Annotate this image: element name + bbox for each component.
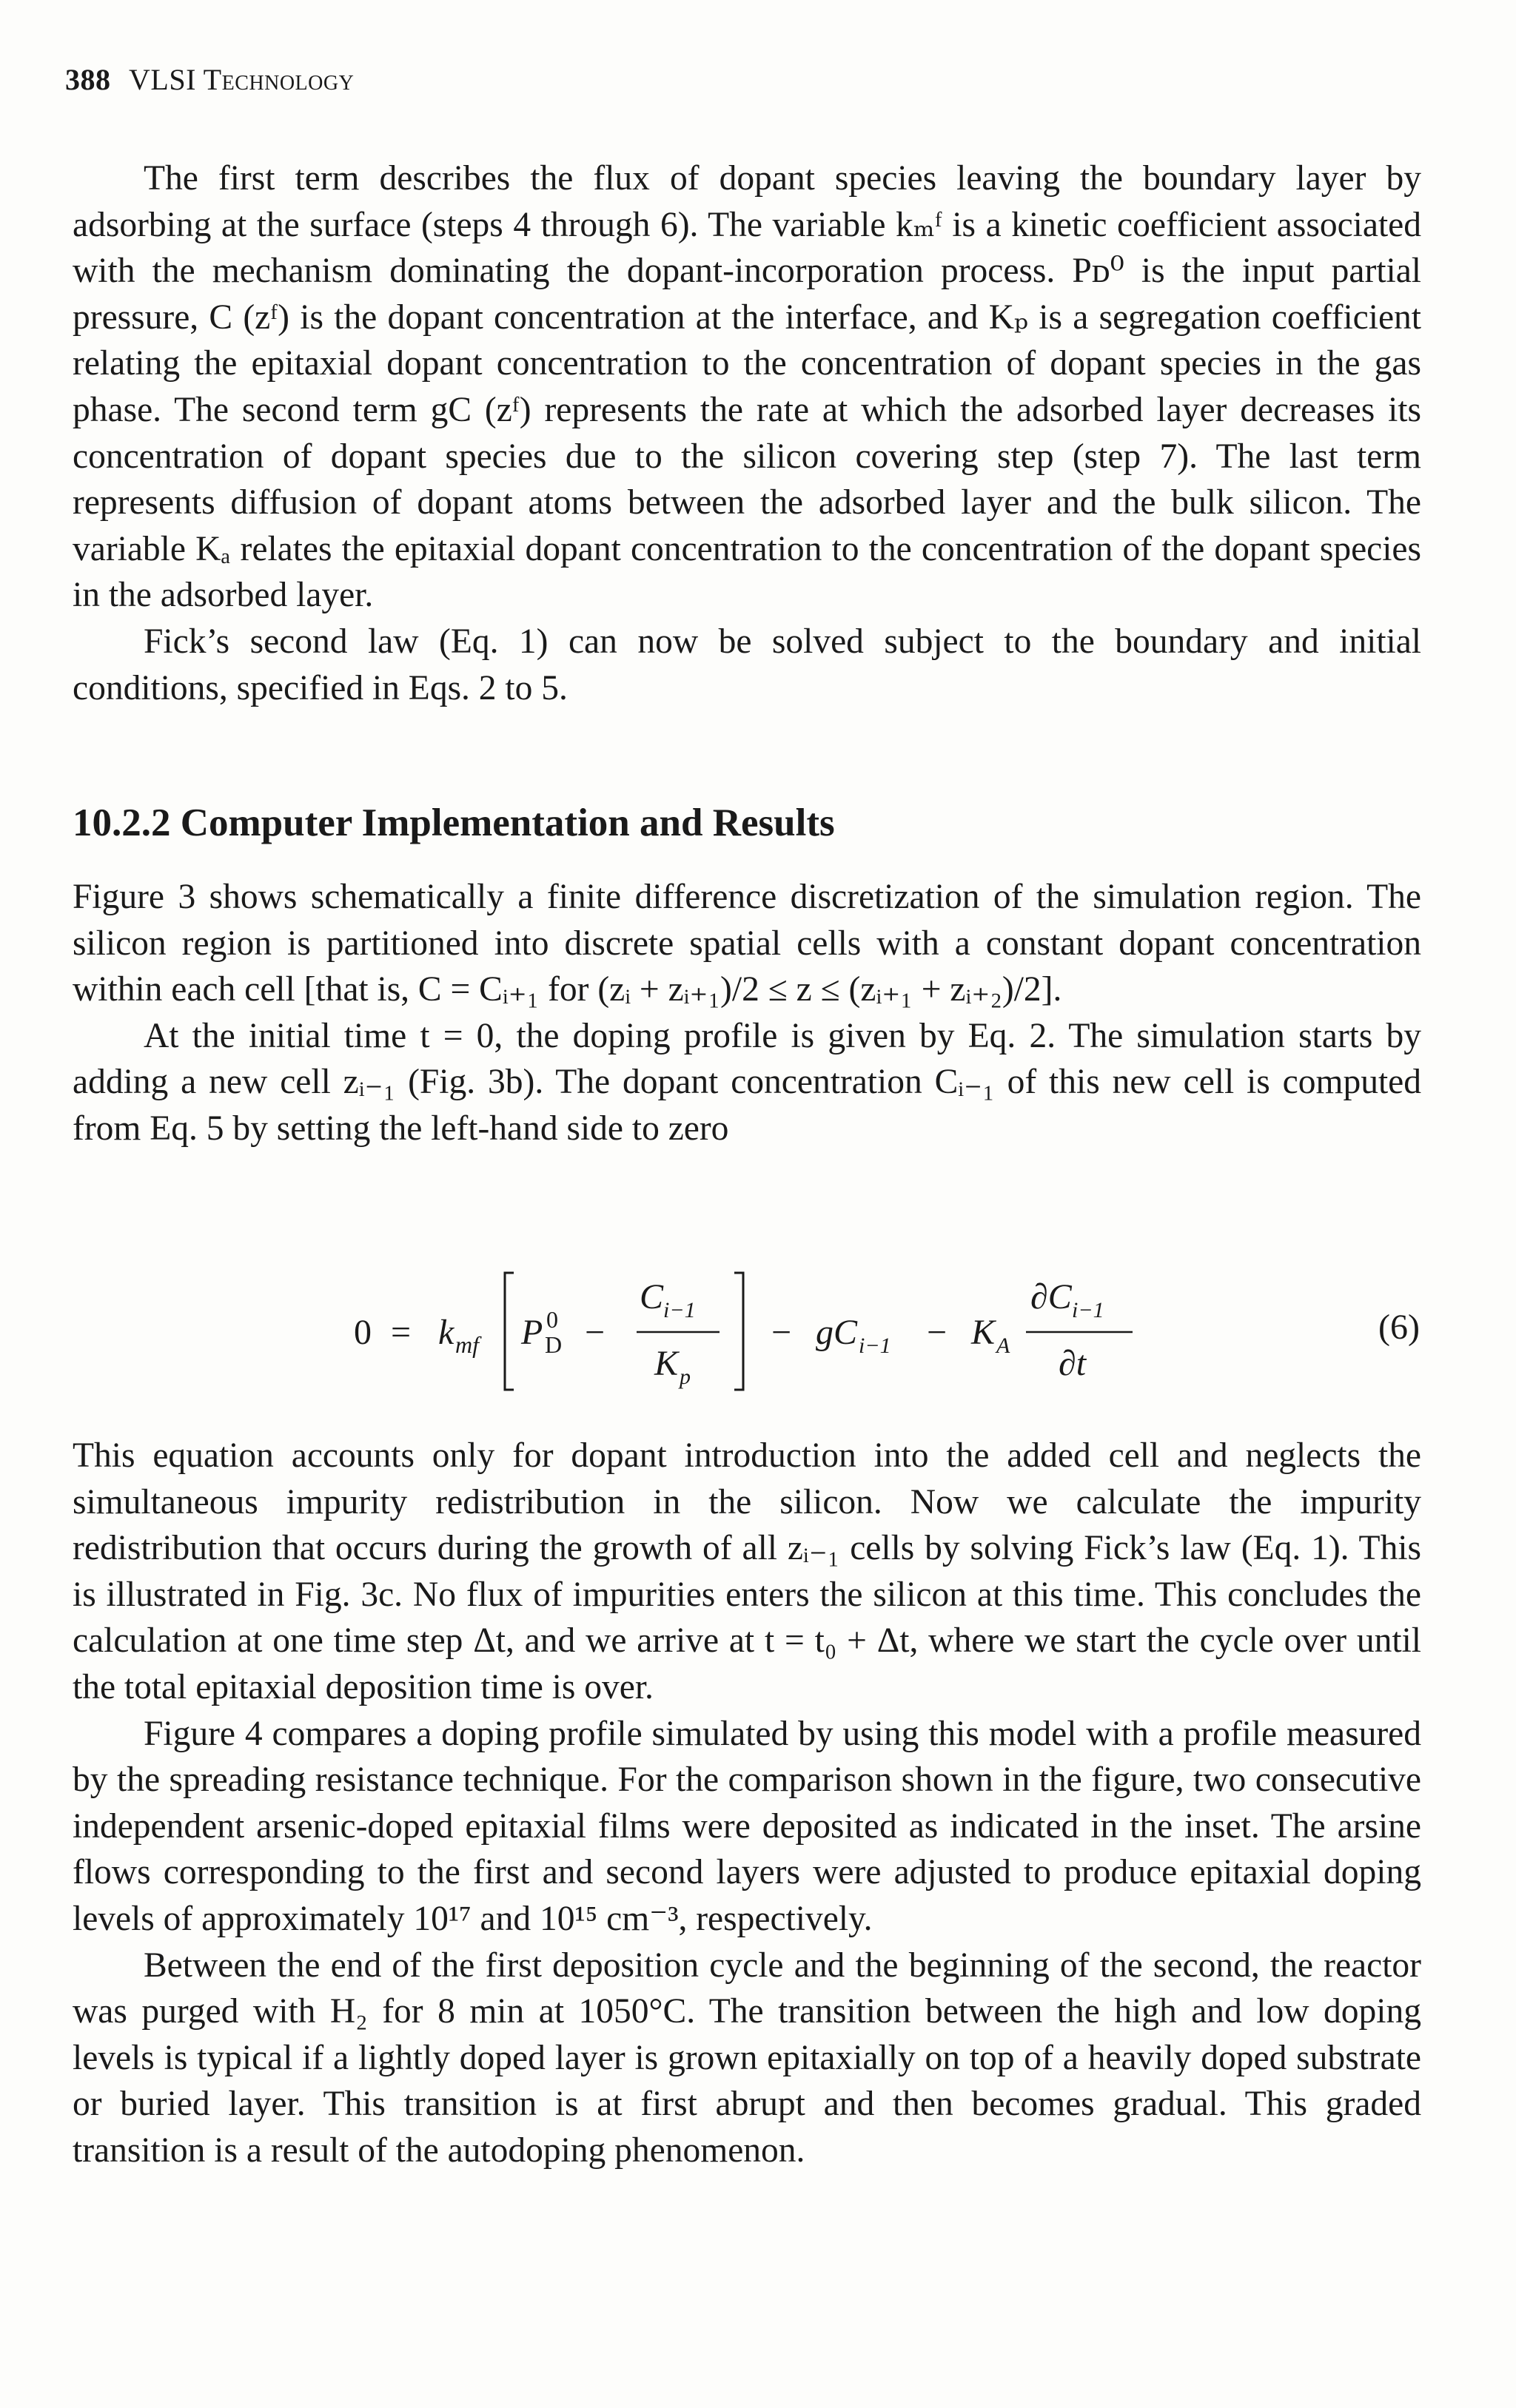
paragraph-ficks-law: Fick’s second law (Eq. 1) can now be solved subject to the boundary and initial conditions, specified in Eqs. 2 to 5.	[73, 622, 1421, 707]
eq-d-den: ∂t	[1059, 1344, 1087, 1383]
eq-g-term: gC	[816, 1313, 858, 1352]
eq-minus-1: −	[585, 1313, 606, 1352]
eq-frac-den-sub: p	[680, 1365, 691, 1389]
eq-P: P	[521, 1313, 543, 1352]
page-number: 388	[65, 63, 111, 96]
right-bracket	[734, 1273, 743, 1390]
paragraph-transition: Between the end of the first deposition cycle and the beginning of the second, the reactor was purged with H₂ for 8 min at 1050°C. The transition between the high and low doping levels is typical if a lightly doped layer is grown epitaxially on top of a heavily doped substrate or buried layer. This transition is at first abrupt and then becomes gradual. This graded transition is a result of the autodoping phenomenon.	[73, 1945, 1421, 2170]
eq-k: k	[438, 1313, 455, 1352]
left-bracket	[505, 1273, 514, 1390]
eq-KA: K	[971, 1313, 996, 1352]
eq-d-num-sub: i−1	[1072, 1298, 1104, 1322]
equation-number: (6)	[1378, 1308, 1420, 1347]
eq-P-sub: D	[545, 1331, 563, 1358]
running-title: VLSI Technology	[129, 63, 355, 96]
running-header	[65, 62, 354, 97]
eq-frac-num: C	[640, 1277, 664, 1316]
eq-KA-sub: A	[996, 1334, 1010, 1358]
eq-frac-num-sub: i−1	[663, 1298, 696, 1322]
text-block-3	[73, 1433, 1421, 2174]
paragraph-discretization: Figure 3 shows schematically a finite difference discretization of the simulation region. The silicon region is partitioned into discrete spatial cells with a constant dopant concentration within each cell [that is, C = Cᵢ₊₁ for (zᵢ + zᵢ₊₁)/2 ≤ z ≤ (zᵢ₊₁ + zᵢ₊₂)/2].	[73, 878, 1421, 1009]
eq-lhs: 0	[354, 1313, 372, 1352]
paragraph-redistribution: This equation accounts only for dopant introduction into the added cell and neglects the simultaneous impurity redistribution in the silicon. Now we calculate the impurity redistribution that occurs during the growth of all zᵢ₋₁ cells by solving Fick’s law (Eq. 1). This is illustrated in Fig. 3c. No flux of impurities enters the silicon at this time. This concludes the calculation at one time step Δt, and we arrive at t = t₀ + Δt, where we start the cycle over until the total epitaxial deposition time is over.	[73, 1436, 1421, 1706]
eq-equals: =	[391, 1313, 412, 1352]
paragraph-figure-4: Figure 4 compares a doping profile simulated by using this model with a profile measured by the spreading resistance technique. For the comparison shown in the figure, two consecutive independent arsenic-doped epitaxial films were deposited as indicated in the inset. The arsine flows corresponding to the first and second layers were adjusted to produce epitaxial doping levels of approximately 10¹⁷ and 10¹⁵ cm⁻³, respectively.	[73, 1714, 1421, 1938]
text-block-2	[73, 874, 1421, 1152]
paragraph-flux-terms: The first term describes the flux of dopant species leaving the boundary layer by adsorbing at the surface (steps 4 through 6). The variable kₘᶠ is a kinetic coefficient associated with the mechanism dominating the dopant-incorporation process. Pᴅ⁰ is the input partial pressure, C (zᶠ) is the dopant concentration at the interface, and Kₚ is a segregation coefficient relating the epitaxial dopant concentration to the concentration of dopant species in the gas phase. The second term gC (zᶠ) represents the rate at which the adsorbed layer decreases its concentration of dopant species due to the silicon covering step (step 7). The last term represents diffusion of dopant atoms between the adsorbed layer and the bulk silicon. The variable Kₐ relates the epitaxial dopant concentration to the concentration of the dopant species in the adsorbed layer.	[73, 159, 1421, 615]
eq-k-sub: mf	[455, 1331, 479, 1358]
eq-minus-2: −	[771, 1313, 792, 1352]
eq-frac-den: K	[654, 1344, 679, 1383]
eq-P-sup: 0	[546, 1306, 558, 1333]
section-heading: 10.2.2 Computer Implementation and Results	[73, 801, 835, 844]
eq-d-num: ∂C	[1030, 1277, 1072, 1316]
text-block-1	[73, 155, 1421, 711]
eq-g-sub: i−1	[859, 1334, 891, 1358]
eq-minus-3: −	[927, 1313, 948, 1352]
equation-6	[0, 1258, 1516, 1406]
equation-svg	[0, 1258, 1516, 1406]
paragraph-initial-time: At the initial time t = 0, the doping profile is given by Eq. 2. The simulation starts by adding a new cell zᵢ₋₁ (Fig. 3b). The dopant concentration Cᵢ₋₁ of this new cell is computed from Eq. 5 by setting the left-hand side to zero	[73, 1016, 1421, 1148]
